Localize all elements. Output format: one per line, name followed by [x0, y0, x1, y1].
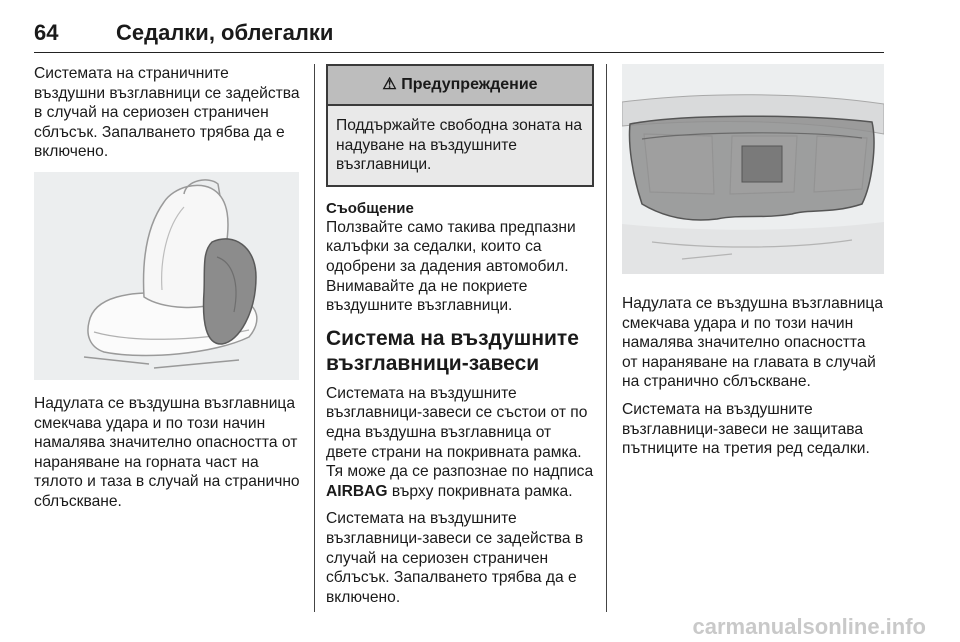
warning-title: Предупреждение	[401, 76, 538, 93]
curtain-airbag-function-paragraph: Надулата се въздушна възглавница смекчава удара и по този начин намалява значително опасността от нараняване на главата в случай на странично сблъскване.	[622, 295, 884, 391]
curtain-airbag-illustration	[622, 64, 884, 274]
warning-box	[326, 64, 594, 187]
page-number: 64	[34, 20, 59, 45]
seat-side-airbag-illustration	[34, 172, 299, 380]
third-row-note-paragraph: Системата на въздушните възглавници-завеси не защитава пътниците на третия ред седалки.	[622, 400, 870, 458]
page-header	[34, 18, 884, 53]
section-heading: Система на въздушните възглавници-завеси	[326, 326, 579, 375]
curtain-airbag-trigger-paragraph: Системата на въздушните възглавници-завеси се задейства в случай на сериозен страничен сблъсък. Запалването трябва да е включено.	[326, 510, 584, 606]
column-1	[34, 64, 302, 520]
curtain-airbag-intro-paragraph: Системата на въздушните възглавници-завеси се състои от по една въздушна възглавница от двете страни на покривната рамка. Тя може да се разпознае по надписа AIRBAG върху покривната рамка.	[326, 384, 594, 500]
airbag-label: AIRBAG	[326, 482, 388, 500]
column-divider	[314, 64, 315, 612]
note-text: Ползвайте само такива предпазни калъфки за седалки, които са одобрени за дадения автомобил. Внимавайте да не покриете въздушните възглавници.	[326, 218, 576, 315]
side-airbag-function-paragraph: Надулата се въздушна възглавница смекчава удара и по този начин намалява значително опасността от нараняване на горната част на тялото и таза в случай на странично сблъскване.	[34, 394, 300, 510]
warning-header	[328, 66, 592, 106]
page-title: Седалки, облегалки	[116, 20, 334, 45]
note-title: Съобщение	[326, 199, 414, 217]
column-2	[326, 64, 594, 615]
column-3	[622, 64, 884, 467]
warning-text: Поддържайте свободна зоната на надуване на въздушните възглавници.	[336, 117, 582, 174]
watermark: carmanualsonline.info	[692, 614, 926, 639]
side-airbag-intro-paragraph: Системата на страничните въздушни възглавници се задейства в случай на сериозен страничен сблъсък. Запалването трябва да е включено.	[34, 65, 300, 161]
warning-triangle-icon: ⚠	[382, 76, 397, 93]
column-divider	[606, 64, 607, 612]
